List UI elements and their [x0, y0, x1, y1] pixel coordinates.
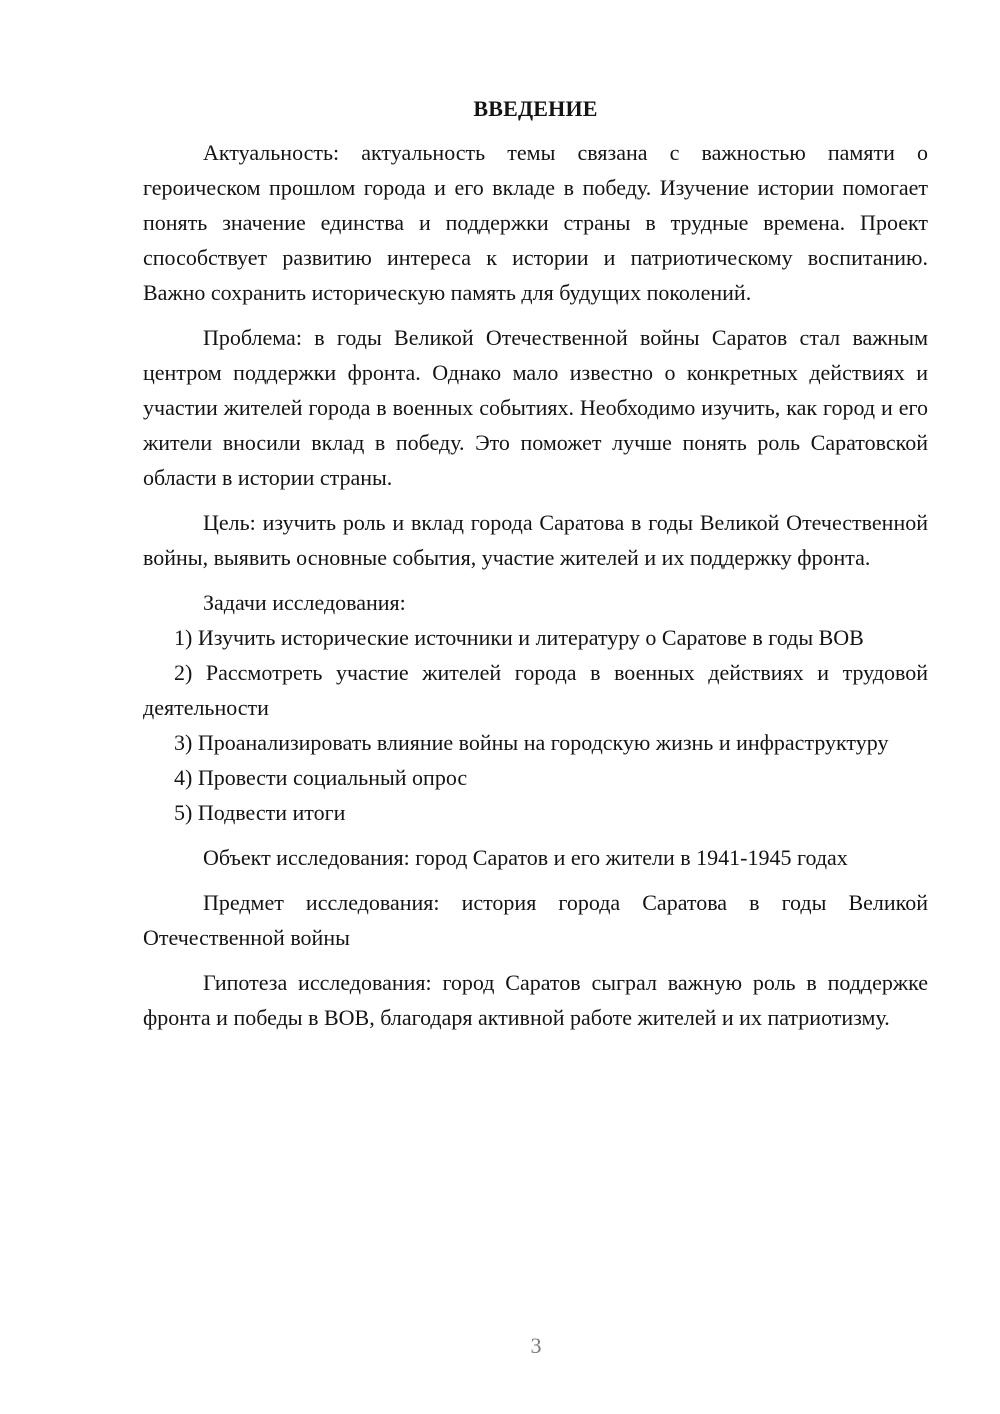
goal-paragraph: Цель: изучить роль и вклад города Саратова в годы Великой Отечественной войны, выявить основные события, участие жителей и их поддержку фронта. — [143, 510, 928, 570]
page-number: 3 — [530, 1333, 542, 1358]
document-page — [143, 94, 928, 1035]
problem-paragraph: Проблема: в годы Великой Отечественной войны Саратов стал важным центром поддержки фронта. Однако мало известно о конкретных действиях и участии жителей города в военных событиях. Необходимо изучить, как город и его жители вносили вклад в победу. Это поможет лучше понять роль Саратовской области в истории страны. — [143, 325, 928, 490]
task-item-5: 5) Подвести итоги — [174, 800, 346, 825]
subject-paragraph: Предмет исследования: история города Саратова в годы Великой Отечественной войны — [143, 890, 928, 950]
tasks-title: Задачи исследования: — [203, 590, 406, 615]
task-item-1: 1) Изучить исторические источники и литературу о Саратове в годы ВОВ — [174, 625, 864, 650]
task-item-2: 2) Рассмотреть участие жителей города в военных действиях и трудовой деятельности — [143, 660, 928, 720]
hypothesis-paragraph: Гипотеза исследования: город Саратов сыграл важную роль в поддержке фронта и победы в ВОВ, благодаря активной работе жителей и их патриотизму. — [143, 970, 928, 1030]
task-item-3: 3) Проанализировать влияние войны на городскую жизнь и инфраструктуру — [174, 730, 889, 755]
relevance-paragraph: Актуальность: актуальность темы связана с важностью памяти о героическом прошлом города и его вкладе в победу. Изучение истории помогает понять значение единства и поддержки страны в трудные времена. Проект способствует развитию интереса к истории и патриотическому воспитанию. Важно сохранить историческую память для будущих поколений. — [143, 140, 928, 305]
task-item-4: 4) Провести социальный опрос — [174, 765, 468, 790]
section-heading: ВВЕДЕНИЕ — [473, 96, 598, 121]
object-paragraph: Объект исследования: город Саратов и его жители в 1941-1945 годах — [203, 845, 848, 870]
